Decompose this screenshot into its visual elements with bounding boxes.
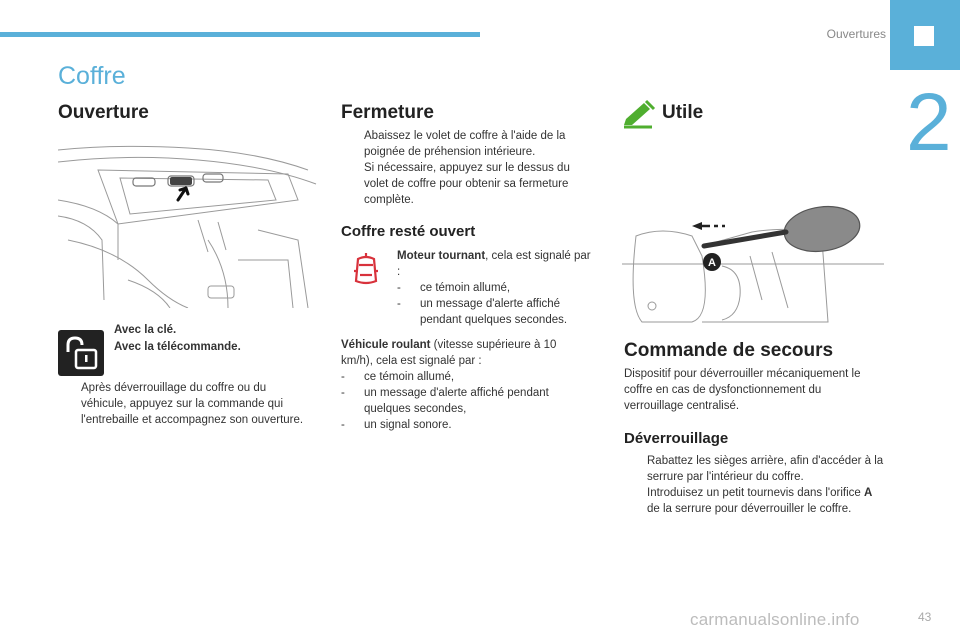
open-trunk-warning-icon xyxy=(346,251,386,291)
fermeture-bullet: Si nécessaire, appuyez sur le dessus du volet de coffre pour obtenir sa fermeture complète. xyxy=(364,162,570,206)
fermeture-heading: Fermeture xyxy=(341,102,434,123)
key-line-1: Avec la clé. xyxy=(114,324,177,336)
engine-item: - un message d'alerte affiché pendant quelques secondes. xyxy=(397,298,568,326)
deverrouillage-bullets xyxy=(624,453,886,517)
vehicle-moving-text: Véhicule roulant (vitesse supérieure à 10 km/h), cela est signalé par : - ce témoin allumé, - un message d'alerte affiché pendant quelques secondes, - un signal sonore. xyxy=(341,337,581,433)
deverrouillage-bullet: Introduisez un petit tournevis dans l'orifice A de la serrure pour déverrouiller le coffre. xyxy=(647,487,873,515)
key-line-2: Avec la télécommande. xyxy=(114,341,241,353)
ouverture-heading: Ouverture xyxy=(58,102,149,123)
secours-heading: Commande de secours xyxy=(624,340,834,361)
section-tab-square xyxy=(914,26,934,46)
engine-item: - ce témoin allumé, xyxy=(397,282,511,294)
fermeture-bullet: Abaissez le volet de coffre à l'aide de la poignée de préhension intérieure. xyxy=(364,130,566,158)
utile-heading: Utile xyxy=(662,102,704,123)
utile-tool-icon xyxy=(622,99,656,129)
unlock-key-icon xyxy=(58,330,104,376)
moving-item: - un message d'alerte affiché pendant quelques secondes, xyxy=(341,387,549,415)
ouverture-bullet: Après déverrouillage du coffre ou du véhicule, appuyez sur la commande qui l'entrebaille et accompagnez son ouverture. xyxy=(81,382,304,426)
emergency-release-illustration xyxy=(622,196,886,328)
page-number: 43 xyxy=(918,610,932,624)
chapter-number: 2 xyxy=(906,77,952,168)
coffre-ouvert-heading: Coffre resté ouvert xyxy=(341,223,476,240)
page-title: Coffre xyxy=(58,62,126,90)
engine-running-text: Moteur tournant, cela est signalé par : - ce témoin allumé, - un message d'alerte affiché pendant quelques secondes. xyxy=(397,250,591,326)
section-label: Ouvertures xyxy=(826,27,886,41)
trunk-illustration xyxy=(58,140,320,308)
secours-intro: Dispositif pour déverrouiller mécaniquement le coffre en cas de dysfonctionnement du verrouillage centralisé. xyxy=(624,368,861,412)
moving-item: - un signal sonore. xyxy=(341,419,452,431)
moving-item: - ce témoin allumé, xyxy=(341,371,455,383)
deverrouillage-bullet: Rabattez les sièges arrière, afin d'accéder à la serrure par l'intérieur du coffre. xyxy=(647,455,884,483)
section-tab xyxy=(890,0,960,70)
watermark: carmanualsonline.info xyxy=(690,610,860,629)
fermeture-bullets xyxy=(341,128,591,208)
figure-label-a: A xyxy=(708,257,716,269)
top-accent-bar xyxy=(0,32,480,37)
deverrouillage-heading: Déverrouillage xyxy=(624,430,729,447)
